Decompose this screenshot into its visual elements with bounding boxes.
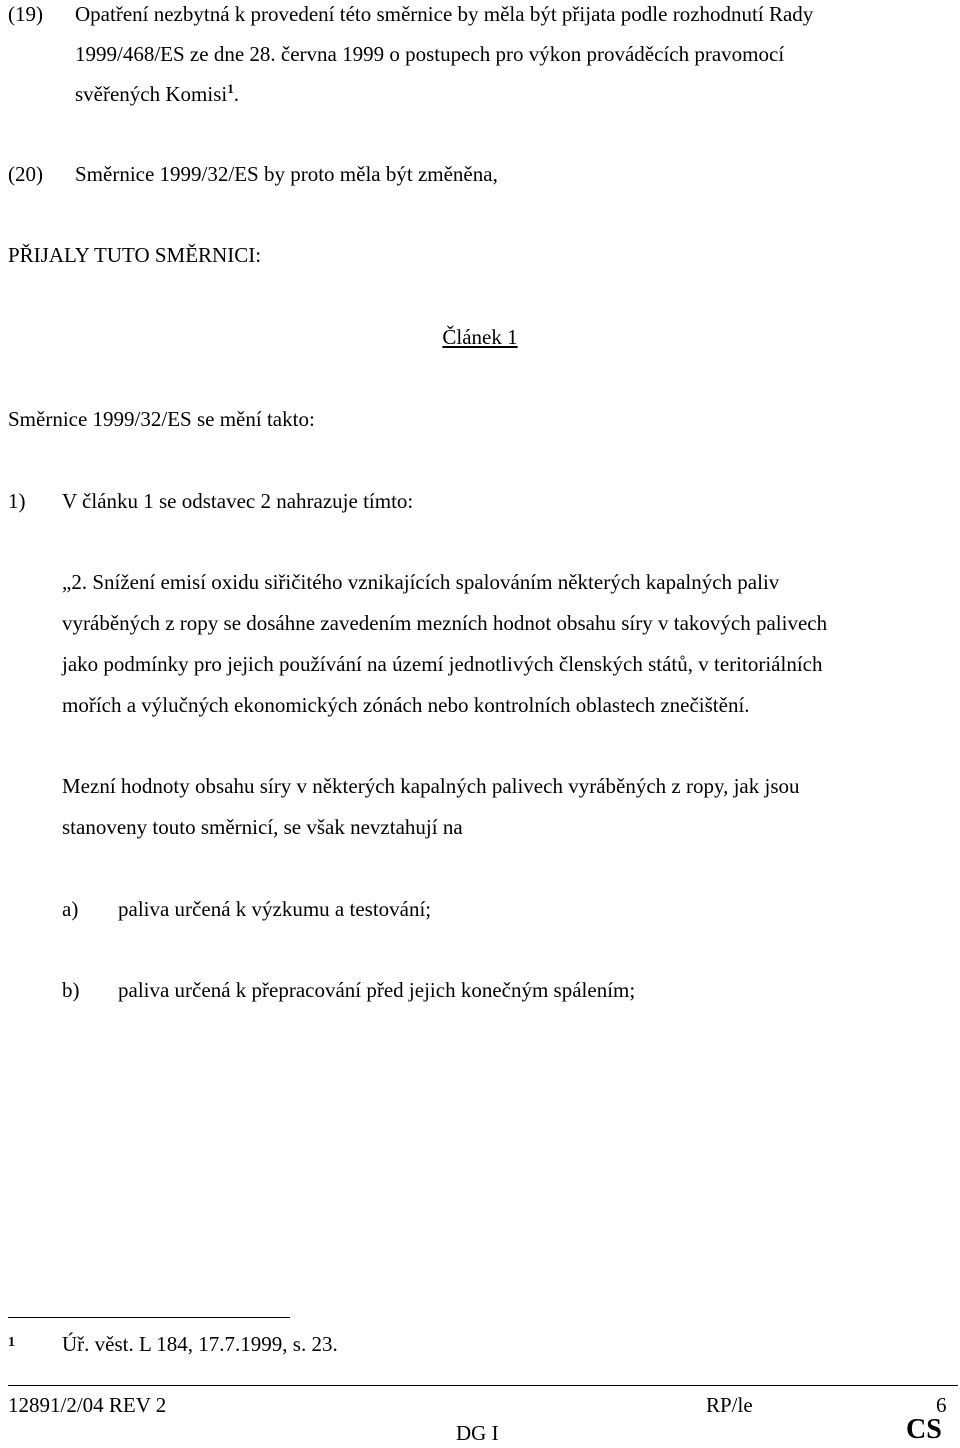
quoted-para-line-2: vyráběných z ropy se dosáhne zavedením mezních hodnot obsahu síry v takových palivech: [62, 611, 828, 635]
footer-rule: [8, 1385, 958, 1386]
footnote-separator: [8, 1317, 290, 1318]
quoted-para-line-1: „2. Snížení emisí oxidu siřičitého vznikajících spalováním některých kapalných paliv: [62, 570, 780, 594]
recital-19-end-punct: .: [233, 82, 239, 106]
footnote-number: 1: [8, 1335, 15, 1350]
footer-doc-ref: 12891/2/04 REV 2: [8, 1393, 167, 1417]
point-1-text: V článku 1 se odstavec 2 nahrazuje tímto:: [62, 489, 414, 513]
article-heading: Článek 1: [442, 325, 518, 349]
adoption-statement: PŘIJALY TUTO SMĚRNICI:: [8, 243, 262, 267]
recital-19-line-3: [75, 82, 239, 106]
recital-19-line-2: 1999/468/ES ze dne 28. června 1999 o postupech pro výkon prováděcích pravomocí: [75, 42, 785, 66]
item-b-text: paliva určená k přepracování před jejich konečným spálením;: [118, 978, 636, 1002]
footnote-text: Úř. věst. L 184, 17.7.1999, s. 23.: [62, 1332, 338, 1356]
item-b-label: b): [62, 978, 80, 1002]
quoted-para-line-4: mořích a výlučných ekonomických zónách nebo kontrolních oblastech znečištění.: [62, 693, 750, 717]
para-2-line-1: Mezní hodnoty obsahu síry v některých kapalných palivech vyráběných z ropy, jak jsou: [62, 774, 800, 798]
footer-language: CS: [906, 1414, 942, 1445]
footer-dg: DG I: [456, 1421, 499, 1445]
recital-19-line-1: Opatření nezbytná k provedení této směrnice by měla být přijata podle rozhodnutí Rady: [75, 2, 814, 26]
footer-page-number: 6: [936, 1393, 947, 1417]
item-a-text: paliva určená k výzkumu a testování;: [118, 897, 432, 921]
article-intro: Směrnice 1999/32/ES se mění takto:: [8, 407, 315, 431]
quoted-para-line-3: jako podmínky pro jejich používání na území jednotlivých členských států, v teritoriálních: [62, 652, 823, 676]
item-a-label: a): [62, 897, 79, 921]
footnote-reference[interactable]: 1: [227, 81, 234, 96]
para-2-line-2: stanoveny touto směrnicí, se však nevztahují na: [62, 815, 463, 839]
recital-20-text: Směrnice 1999/32/ES by proto měla být změněna,: [75, 162, 498, 186]
footer-initials: RP/le: [706, 1393, 753, 1417]
recital-20-number: (20): [8, 162, 43, 186]
point-1-number: 1): [8, 489, 26, 513]
recital-19-line-3-text: svěřených Komisi: [75, 82, 228, 106]
recital-19-number: (19): [8, 2, 43, 26]
